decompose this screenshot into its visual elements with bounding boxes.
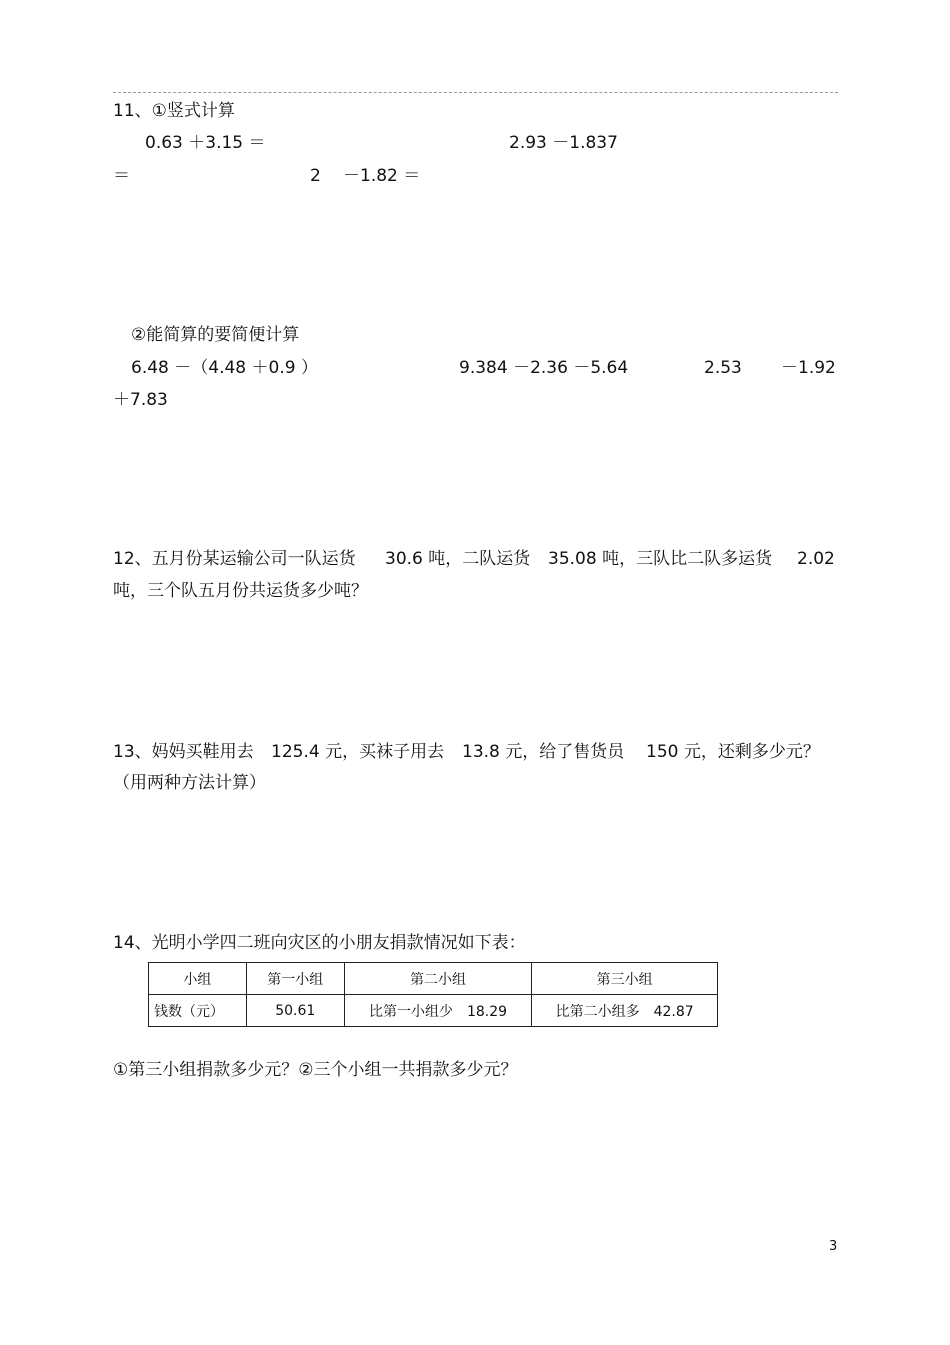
q13-line2: （用两种方法计算） bbox=[113, 773, 266, 793]
q11-expr3-b: －1.82 ＝ bbox=[343, 166, 421, 186]
q14-title: 14、光明小学四二班向灾区的小朋友捐款情况如下表： bbox=[113, 933, 526, 953]
q13-line1-b: 125.4 元，买袜子用去 bbox=[271, 742, 445, 762]
q14-question: ①第三小组捐款多少元？②三个小组一共捐款多少元？ bbox=[113, 1060, 518, 1080]
row-label-amount: 钱数（元） bbox=[149, 995, 247, 1027]
header-cell-group: 小组 bbox=[149, 963, 247, 995]
q11-title: 11、①竖式计算 bbox=[113, 101, 235, 121]
q12-line1-d: 2.02 bbox=[797, 549, 835, 569]
donation-table bbox=[148, 962, 718, 1027]
q11-expr2: 2.93 －1.837 bbox=[509, 133, 618, 153]
page-number: 3 bbox=[829, 1239, 838, 1254]
cell-group2-value: 18.29 bbox=[466, 1003, 508, 1020]
cell-group1-amount: 50.61 bbox=[246, 995, 344, 1027]
q11-expr1: 0.63 ＋3.15 ＝ bbox=[145, 133, 266, 153]
q13-line1-a: 13、妈妈买鞋用去 bbox=[113, 742, 254, 762]
q11-calc3-a: 2.53 bbox=[704, 358, 742, 378]
cell-group2-amount bbox=[344, 995, 532, 1027]
cell-group3-value: 42.87 bbox=[653, 1003, 694, 1020]
cell-group2-text: 比第一小组少 bbox=[368, 1003, 453, 1020]
cell-group3-text: 比第二小组多 bbox=[555, 1003, 640, 1020]
q11-expr3-a: 2 bbox=[310, 166, 321, 186]
q12-line1-a: 12、五月份某运输公司一队运货 bbox=[113, 549, 356, 569]
q13-line1-c: 13.8 元，给了售货员 bbox=[462, 742, 625, 762]
q11-calc3-b: －1.92 bbox=[781, 358, 836, 378]
q12-line1-c: 35.08 吨，三队比二队多运货 bbox=[548, 549, 773, 569]
q11-calc3-c: ＋7.83 bbox=[113, 390, 168, 410]
header-cell-group1: 第一小组 bbox=[246, 963, 344, 995]
header-divider bbox=[113, 92, 838, 93]
q11-calc2: 9.384 －2.36 －5.64 bbox=[459, 358, 629, 378]
q12-line2: 吨，三个队五月份共运货多少吨？ bbox=[113, 581, 368, 601]
q13-line1-d: 150 元，还剩多少元？ bbox=[646, 742, 820, 762]
q12-line1-b: 30.6 吨，二队运货 bbox=[385, 549, 531, 569]
header-cell-group3: 第三小组 bbox=[532, 963, 718, 995]
table-row bbox=[149, 995, 718, 1027]
header-cell-group2: 第二小组 bbox=[344, 963, 532, 995]
q11-expr2-equals: ＝ bbox=[113, 166, 130, 186]
table-header-row bbox=[149, 963, 718, 995]
cell-group3-amount bbox=[532, 995, 718, 1027]
q11-calc1: 6.48 －（4.48 ＋0.9 ） bbox=[131, 358, 318, 378]
q11-subtitle: ②能简算的要简便计算 bbox=[131, 325, 300, 345]
